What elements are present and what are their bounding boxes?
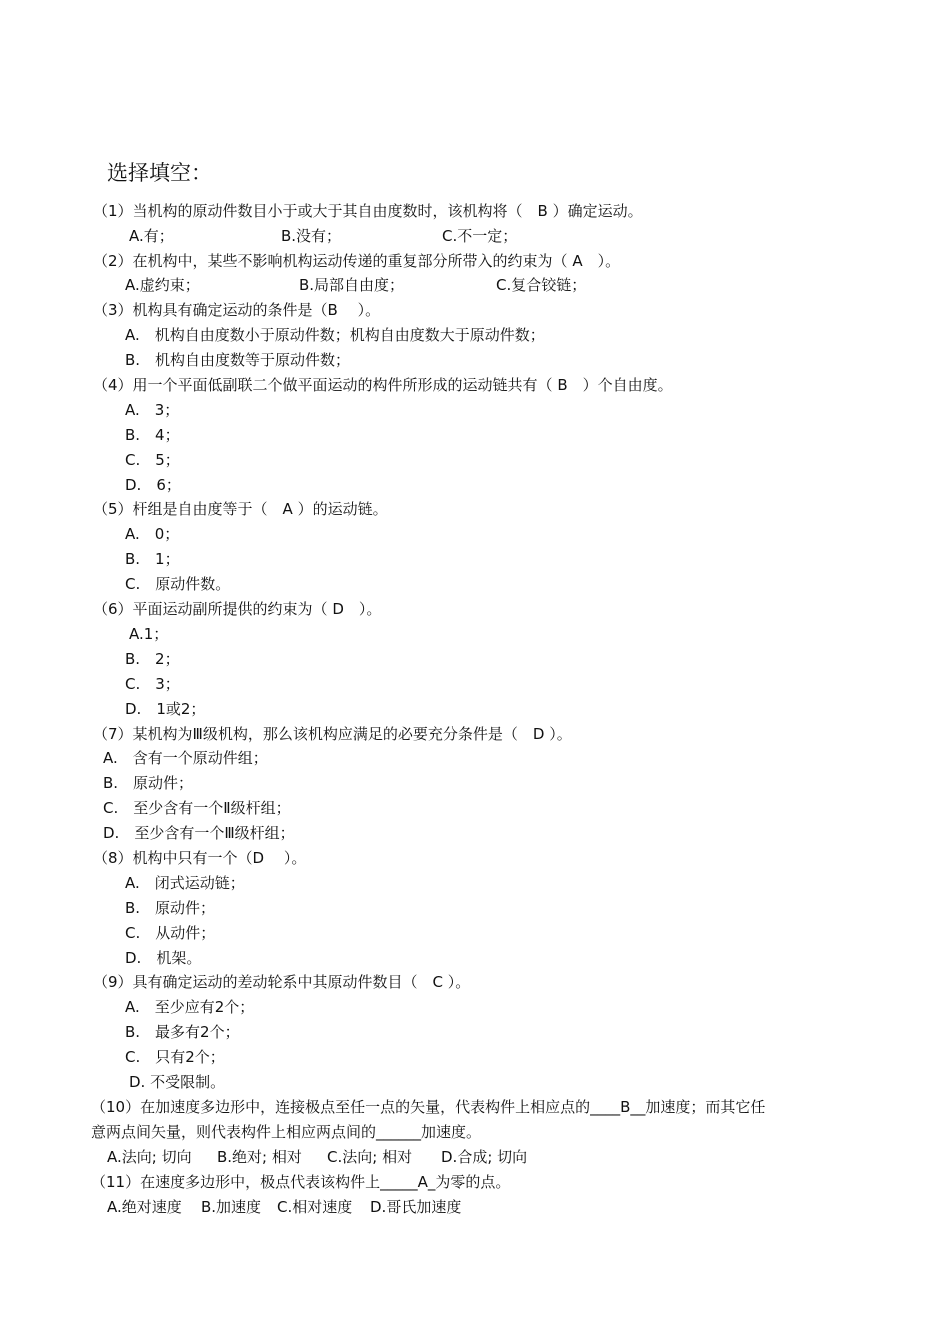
question-9-stem: （9）具有确定运动的差动轮系中其原动件数目（ C ）。 bbox=[93, 973, 471, 991]
question-10-stem-line2: 意两点间矢量，则代表构件上相应两点间的______加速度。 bbox=[91, 1123, 482, 1141]
q6-option-b: B. 2； bbox=[125, 650, 180, 668]
q8-option-b: B. 原动件； bbox=[125, 899, 216, 917]
q1-option-b: B.没有； bbox=[281, 227, 342, 245]
question-6-stem: （6）平面运动副所提供的约束为（ D ）。 bbox=[93, 600, 382, 618]
q4-option-a: A. 3； bbox=[125, 401, 180, 419]
q5-option-a: A. 0； bbox=[125, 525, 180, 543]
q6-option-a: A.1； bbox=[129, 625, 169, 643]
q3-option-b: B. 机构自由度数等于原动件数； bbox=[125, 351, 351, 369]
q5-option-c: C. 原动件数。 bbox=[125, 575, 231, 593]
q10-option-c: C.法向; 相对 bbox=[327, 1148, 413, 1166]
q11-option-c: C.相对速度 bbox=[277, 1198, 353, 1216]
q11-option-b: B.加速度 bbox=[201, 1198, 262, 1216]
q2-option-c: C.复合铰链； bbox=[496, 276, 587, 294]
q1-option-a: A.有； bbox=[129, 227, 174, 245]
question-11-stem: （11）在速度多边形中，极点代表该构件上_____A_为零的点。 bbox=[91, 1173, 511, 1191]
question-4-stem: （4）用一个平面低副联二个做平面运动的构件所形成的运动链共有（ B ）个自由度。 bbox=[93, 376, 673, 394]
q8-option-a: A. 闭式运动链； bbox=[125, 874, 245, 892]
q10-option-d: D.合成; 切向 bbox=[441, 1148, 528, 1166]
q11-option-d: D.哥氏加速度 bbox=[370, 1198, 462, 1216]
q9-option-d: D. 不受限制。 bbox=[129, 1073, 226, 1091]
q7-option-a: A. 含有一个原动件组； bbox=[103, 749, 268, 767]
question-2-stem: （2）在机构中，某些不影响机构运动传递的重复部分所带入的约束为（ A ）。 bbox=[93, 252, 621, 270]
q7-option-c: C. 至少含有一个Ⅱ级杆组； bbox=[103, 799, 291, 817]
q7-option-b: B. 原动件； bbox=[103, 774, 194, 792]
question-7-stem: （7）某机构为Ⅲ级机构，那么该机构应满足的必要充分条件是（ D ）。 bbox=[93, 725, 572, 743]
q3-option-a: A. 机构自由度数小于原动件数；机构自由度数大于原动件数； bbox=[125, 326, 545, 344]
q8-option-c: C. 从动件； bbox=[125, 924, 216, 942]
question-10-stem-line1: （10）在加速度多边形中，连接极点至任一点的矢量，代表构件上相应点的____B__加速度；而其它任 bbox=[91, 1098, 766, 1116]
q2-option-a: A.虚约束； bbox=[125, 276, 200, 294]
q10-option-b: B.绝对; 相对 bbox=[217, 1148, 302, 1166]
q2-option-b: B.局部自由度； bbox=[299, 276, 405, 294]
question-3-stem: （3）机构具有确定运动的条件是（B ）。 bbox=[93, 301, 381, 319]
q1-option-c: C.不一定； bbox=[442, 227, 518, 245]
q9-option-b: B. 最多有2个； bbox=[125, 1023, 240, 1041]
q6-option-c: C. 3； bbox=[125, 675, 180, 693]
q8-option-d: D. 机架。 bbox=[125, 949, 202, 967]
section-title: 选择填空： bbox=[107, 161, 212, 185]
q11-option-a: A.绝对速度 bbox=[107, 1198, 182, 1216]
q4-option-c: C. 5； bbox=[125, 451, 180, 469]
q4-option-d: D. 6； bbox=[125, 476, 181, 494]
question-5-stem: （5）杆组是自由度等于（ A ）的运动链。 bbox=[93, 500, 388, 518]
question-1-stem: （1）当机构的原动件数目小于或大于其自由度数时，该机构将（ B ）确定运动。 bbox=[93, 202, 643, 220]
q9-option-a: A. 至少应有2个； bbox=[125, 998, 255, 1016]
q7-option-d: D. 至少含有一个Ⅲ级杆组； bbox=[103, 824, 295, 842]
q9-option-c: C. 只有2个； bbox=[125, 1048, 225, 1066]
q5-option-b: B. 1； bbox=[125, 550, 180, 568]
q6-option-d: D. 1或2； bbox=[125, 700, 206, 718]
q10-option-a: A.法向; 切向 bbox=[107, 1148, 192, 1166]
q4-option-b: B. 4； bbox=[125, 426, 180, 444]
question-8-stem: （8）机构中只有一个（D ）。 bbox=[93, 849, 307, 867]
